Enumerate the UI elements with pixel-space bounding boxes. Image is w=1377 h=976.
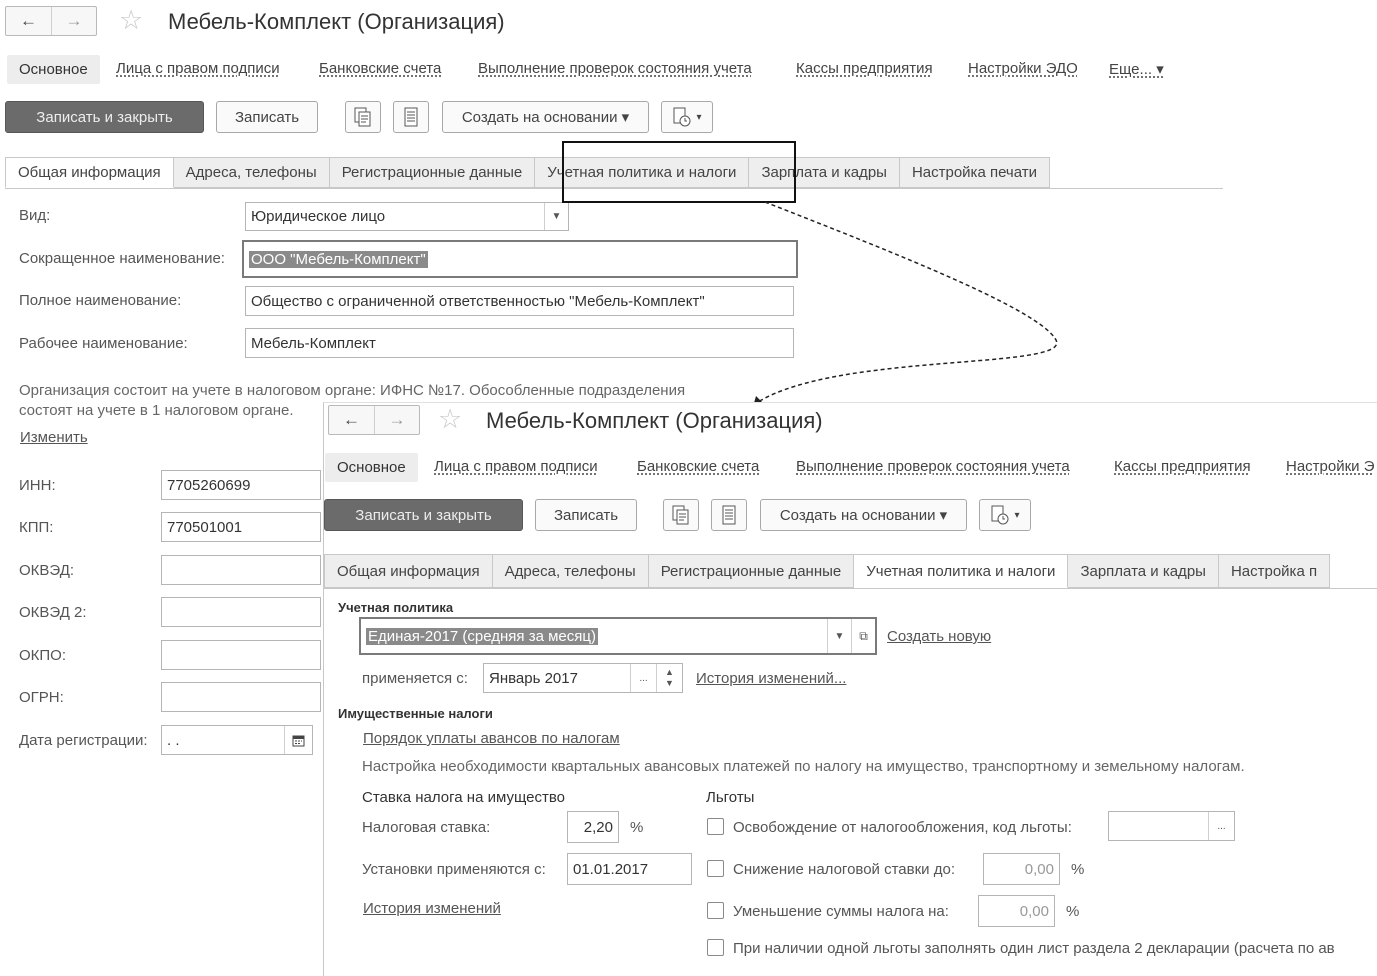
property-history-link[interactable]: История изменений [363, 900, 501, 917]
okved-label: ОКВЭД: [19, 562, 75, 579]
save-close-button[interactable]: Записать и закрыть [5, 101, 204, 133]
tax-rate-input[interactable]: 2,20 [567, 811, 619, 843]
tab-print-settings[interactable]: Настройка печати [900, 157, 1050, 188]
inn-label: ИНН: [19, 477, 56, 494]
section-main[interactable]: Основное [7, 55, 100, 84]
advance-description: Настройка необходимости квартальных авансовых платежей по налогу на имущество, транспортному и земельному налогам. [362, 758, 1245, 775]
print-arrow-icon: ▾ [1014, 509, 1020, 521]
window-title: Мебель-Комплект (Организация) [168, 9, 505, 34]
tab-addresses[interactable]: Адреса, телефоны [174, 157, 330, 188]
favorite-star-icon[interactable]: ☆ [438, 404, 463, 434]
okpo-label: ОКПО: [19, 647, 67, 664]
settings-from-label: Установки применяются с: [362, 861, 546, 878]
exempt-checkbox[interactable] [707, 818, 724, 835]
inn-input[interactable]: 7705260699 [161, 470, 321, 500]
one-sheet-checkbox[interactable] [707, 939, 724, 956]
create-new-policy-link[interactable]: Создать новую [887, 628, 992, 645]
tab-print-settings[interactable]: Настройка п [1219, 554, 1330, 588]
front-window [323, 402, 1377, 976]
one-sheet-label: При наличии одной льготы заполнять один лист раздела 2 декларации (расчета по ав [733, 940, 1335, 957]
applies-from-input[interactable] [483, 663, 683, 693]
kpp-input[interactable]: 770501001 [161, 512, 321, 542]
tax-info-line-2: состоят на учете в 1 налоговом органе. [19, 402, 294, 419]
create-based-on-button[interactable]: Создать на основании ▾ [442, 101, 649, 133]
section-signers[interactable]: Лица с правом подписи [116, 60, 280, 77]
section-signers[interactable]: Лица с правом подписи [434, 458, 598, 475]
back-arrow-icon[interactable]: ← [20, 11, 37, 30]
section-bank-accounts[interactable]: Банковские счета [637, 458, 760, 475]
advance-order-link[interactable]: Порядок уплаты авансов по налогам [363, 730, 620, 747]
tab-addresses[interactable]: Адреса, телефоны [493, 554, 649, 588]
choose-icon[interactable]: ... [1208, 812, 1234, 840]
tab-bar [324, 554, 1377, 589]
save-button[interactable]: Записать [535, 499, 637, 531]
print-button[interactable] [979, 499, 1031, 531]
reduce-rate-percent: % [1071, 861, 1085, 878]
dropdown-arrow-icon[interactable]: ▼ [544, 203, 568, 230]
vid-value: Юридическое лицо [251, 208, 386, 225]
section-cash-desks[interactable]: Кассы предприятия [1114, 458, 1251, 475]
tax-rate-percent: % [630, 819, 644, 836]
settings-from-input[interactable]: 01.01.2017 [567, 853, 692, 885]
reduce-sum-label: Уменьшение суммы налога на: [733, 903, 949, 920]
ogrn-label: ОГРН: [19, 689, 64, 706]
tab-general-info[interactable]: Общая информация [324, 554, 493, 588]
kpp-label: КПП: [19, 519, 54, 536]
property-group-title: Имущественные налоги [338, 706, 493, 721]
section-main[interactable]: Основное [325, 453, 418, 482]
policy-select[interactable] [359, 617, 877, 655]
regdate-value: . . [167, 731, 180, 749]
dropdown-arrow-icon[interactable]: ▼ [827, 619, 851, 653]
forward-arrow-icon[interactable]: → [51, 7, 96, 35]
section-bank-accounts[interactable]: Банковские счета [319, 60, 442, 77]
tab-registration[interactable]: Регистрационные данные [330, 157, 536, 188]
change-tax-link[interactable]: Изменить [20, 429, 88, 446]
tab-salary[interactable]: Зарплата и кадры [749, 157, 900, 188]
rate-header: Ставка налога на имущество [362, 789, 565, 806]
short-name-value: ООО "Мебель-Комплект" [251, 250, 426, 268]
favorite-star-icon[interactable]: ☆ [119, 5, 144, 35]
document-list-icon [722, 505, 736, 525]
tax-info-line-1: Организация состоит на учете в налоговом органе: ИФНС №17. Обособленные подразделения [19, 382, 686, 399]
work-name-label: Рабочее наименование: [19, 335, 188, 352]
create-based-on-button[interactable]: Создать на основании ▾ [760, 499, 967, 531]
tab-accounting-policy[interactable]: Учетная политика и налоги [854, 554, 1068, 588]
okved2-label: ОКВЭД 2: [19, 604, 87, 621]
short-name-label: Сокращенное наименование: [19, 250, 225, 267]
window-title: Мебель-Комплект (Организация) [486, 408, 823, 433]
full-name-label: Полное наименование: [19, 292, 182, 309]
section-more[interactable]: Еще... ▾ [1109, 61, 1164, 78]
section-checks[interactable]: Выполнение проверок состояния учета [796, 458, 1070, 475]
section-edo-settings[interactable]: Настройки Э [1286, 458, 1375, 475]
back-arrow-icon[interactable]: ← [343, 410, 360, 429]
regdate-label: Дата регистрации: [19, 732, 148, 749]
print-icon [990, 505, 1010, 525]
section-cash-desks[interactable]: Кассы предприятия [796, 60, 933, 77]
reduce-sum-checkbox[interactable] [707, 902, 724, 919]
copy-doc-button[interactable] [663, 499, 699, 531]
applies-from-value: Январь 2017 [489, 669, 578, 687]
open-icon[interactable]: ⧉ [851, 619, 875, 653]
policy-group-title: Учетная политика [338, 600, 454, 615]
reduce-rate-checkbox[interactable] [707, 860, 724, 877]
reduce-sum-input[interactable]: 0,00 [978, 895, 1055, 927]
vid-label: Вид: [19, 207, 51, 224]
work-name-input[interactable]: Мебель-Комплект [245, 328, 794, 358]
reduce-rate-label: Снижение налоговой ставки до: [733, 861, 955, 878]
tab-registration[interactable]: Регистрационные данные [649, 554, 855, 588]
benefits-header: Льготы [706, 789, 755, 806]
benefit-code-input[interactable] [1108, 811, 1235, 841]
save-button[interactable]: Записать [216, 101, 318, 133]
full-name-input[interactable]: Общество с ограниченной ответственностью "Мебель-Комплект" [245, 286, 794, 316]
section-edo-settings[interactable]: Настройки ЭДО [968, 60, 1078, 77]
tab-accounting-policy[interactable]: Учетная политика и налоги [535, 157, 749, 188]
tab-salary[interactable]: Зарплата и кадры [1068, 554, 1219, 588]
copy-document-icon [672, 505, 690, 525]
choose-icon[interactable]: ... [630, 664, 656, 692]
tax-rate-label: Налоговая ставка: [362, 819, 491, 836]
print-arrow-icon: ▾ [696, 111, 702, 123]
reduce-rate-input[interactable]: 0,00 [983, 853, 1060, 885]
save-close-button[interactable]: Записать и закрыть [324, 499, 523, 531]
nav-buttons [328, 405, 420, 435]
tab-general-info[interactable]: Общая информация [5, 157, 174, 188]
section-checks[interactable]: Выполнение проверок состояния учета [478, 60, 752, 77]
list-button[interactable] [711, 499, 747, 531]
applies-from-label: применяется с: [362, 670, 468, 687]
policy-history-link[interactable]: История изменений... [696, 670, 847, 687]
spin-icon[interactable]: ▲ ▼ [656, 664, 682, 692]
forward-arrow-icon[interactable]: → [374, 406, 419, 434]
policy-value: Единая-2017 (средняя за месяц) [368, 627, 596, 645]
reduce-sum-percent: % [1066, 903, 1080, 920]
exempt-label: Освобождение от налогообложения, код льготы: [733, 819, 1072, 836]
